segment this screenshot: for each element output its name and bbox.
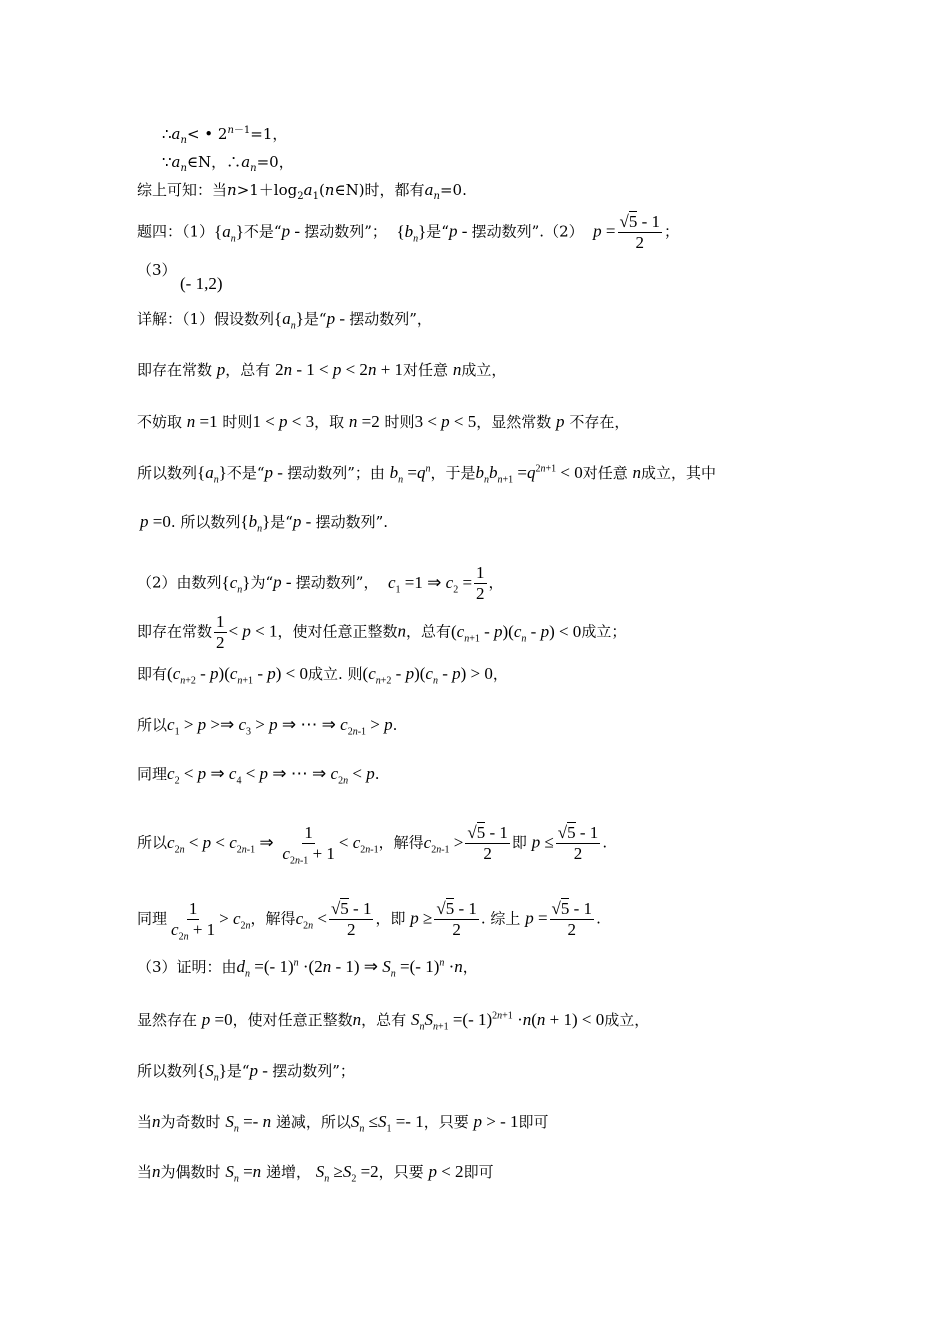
text-line: （2）由数列$\{c_n\}$为“p - 摆动数列”， $c_1 =1$ ⇒ $c_2$ = $\frac{1}{2}$ ， [137,563,504,603]
text-line: 同理$c_2 < p$ ⇒ $c_4 < p$ ⇒ ⋯ ⇒ $c_{2n} < p$. [137,764,380,787]
text: 成立. 则 [307,665,363,683]
text: 所以数列 [137,464,198,482]
text-line: 所以$c_{2n} < p < c_{2n-1}$ ⇒ $\frac{1}{c_{2n-1} + 1}$ < $c_{2n-1}$，解得$c_{2n-1}$ > $\frac{√5 - 1}{2}$ 即 p ≤ $\frac{√5 - 1}{2}$ . [137,823,608,867]
fraction: $\frac{√5 - 1}{2}$ [330,899,372,939]
text: 对任意 [403,361,449,379]
text: 是“ [426,222,449,241]
text-line: 即存在常数 p，总有 2n - 1 < p < 2n + 1对任意 n成立， [137,360,507,379]
text: ，于是 [430,464,476,482]
fraction: $\frac{1}{c_{2n} + 1}$ [171,899,216,943]
text-line: 所以数列$\{S_n\}$是“p - 摆动数列”； [137,1061,355,1084]
text: 所以 [137,716,168,734]
fraction: $\frac{1}{2}$ [476,563,485,603]
text: 为偶数时 [160,1163,221,1181]
text: 为奇数时 [160,1113,221,1131]
text-line: （3）证明：由$d_n$ =(- 1)$^n$ ·(2n - 1) ⇒ $S_n$ =(- 1)$^n$ ·n， [137,957,478,980]
fraction: $\frac{√5 - 1}{2}$ [557,823,599,863]
fraction: $\frac{√5 - 1}{2}$ [551,899,593,939]
text-line: 不妨取 n =1 时则1 < p < 3，取 n =2 时则3 < p < 5，显然常数 p 不存在， [137,412,630,431]
text-line: 即有$(c_{n+2} - p)(c_{n+1} - p) < 0$成立. 则$(c_{n+2} - p)(c_n - p) > 0$， [137,664,508,687]
text-line: 综上可知：当$n>1+\log_2a_1(n\in N)$时，都有$a_n=0$. [137,181,467,202]
text: 递减，所以 [275,1113,351,1131]
text: 显然存在 [137,1011,198,1029]
text-line: 所以$c_1 > p$ >⇒ $c_3 > p$ ⇒ ⋯ ⇒ $c_{2n-1} > p$. [137,715,398,738]
text-line: 显然存在 p =0，使对任意正整数n，总有 $S_nS_{n+1}$ =(- 1)$^{2n+1}$ ·n(n + 1) < 0成立， [137,1010,650,1033]
text: 成立， [461,361,507,379]
text: 时则 [384,413,415,431]
text: ，使对任意正整数 [232,1011,353,1029]
text-line: 详解：（1）假设数列$\{a_n\}$是“p - 摆动数列”， [137,309,432,332]
text: 同理 [137,909,168,928]
fraction: $\frac{√5 - 1}{2}$ [619,212,661,252]
fraction: $\frac{1}{c_{2n-1} + 1}$ [282,823,335,867]
text: 当 [137,1163,153,1181]
text: 摆动数列”； [272,1062,355,1080]
text: 即有 [137,665,168,683]
text: ，总有 [405,622,451,641]
text: 不存在， [569,413,630,431]
text: 成立； [581,622,627,641]
text-line: 即存在常数 $\frac{1}{2}$ < p < 1，使对任意正整数n，总有$(c_{n+1} - p)(c_n - p) < 0$成立； [137,612,627,652]
text: . 综上 [480,909,521,928]
text: ，取 [314,413,345,431]
text: 摆动数列”， [349,310,432,328]
text-line: $\therefore a_n<$ • $2^{n-1}=1$， [162,125,288,146]
text: 成立，其中 [641,464,717,482]
text: 所以 [137,833,168,852]
text: 摆动数列”； [304,222,387,241]
fraction: $\frac{√5 - 1}{2}$ [467,823,508,863]
text: ，使对任意正整数 [277,622,398,641]
text-line: 所以数列$\{a_n\}$不是“p - 摆动数列”；由 $b_n =q^n$，于是$b_nb_{n+1} =q^{2n+1} < 0$对任意 n成立，其中 [137,463,717,486]
text-line: $\because a_n\in N$，$\therefore a_n=0$， [162,153,294,174]
text: 递增， [265,1163,311,1181]
text: ，解得 [378,833,424,852]
text: （3）证明：由 [137,958,237,976]
fraction: $\frac{√5 - 1}{2}$ [436,899,477,939]
text: ，即 [375,909,406,928]
text: 同理 [137,765,168,783]
text: 不妨取 [137,413,183,431]
text: ，总有 [361,1011,407,1029]
text: 摆动数列”；由 [287,464,385,482]
text: ，总有 [225,361,271,379]
text: 为“ [250,573,274,592]
text-line: p =0. 所以数列$\{b_n\}$是“p - 摆动数列”. [140,512,389,535]
text: 是“ [303,310,327,328]
interval: (- 1,2) [180,274,223,293]
text: 不是“ [226,464,265,482]
text: 不是“ [243,222,282,241]
text: 摆动数列”， [295,573,379,592]
answer-line: 题四：$(1)\{a_n\}$不是“p - 摆动数列”； $\{b_n\}$是“p - 摆动数列”.（2） p = $\frac{√5 - 1}{2}$ ； [137,212,680,252]
text-line: 当n为偶数时 $S_n =n$ 递增， $S_n \ge S_2 =2$，只要 p < 2即可 [137,1162,494,1185]
fraction: $\frac{1}{2}$ [216,612,225,652]
text: 即可 [518,1113,549,1131]
text: 详解：（1）假设数列 [137,310,275,328]
label: 题四：（1） [137,222,215,241]
answer-line [137,258,177,282]
text: 摆动数列”.（2） [471,222,584,241]
text: 即可 [463,1163,494,1181]
text: ，只要 [423,1113,469,1131]
text: 是“ [226,1062,250,1080]
text: 所以数列 [137,1062,198,1080]
text-line: 当n为奇数时 $S_n =- n$ 递减，所以$S_n \le S_1 =- 1$，只要 p > - 1即可 [137,1112,549,1135]
text: 即存在常数 [137,361,213,379]
text: 是“ [270,513,293,531]
text: ，解得 [250,909,296,928]
text: . 所以数列 [170,513,241,531]
text: ，显然常数 [476,413,552,431]
text: 成立， [604,1011,650,1029]
text: 对任意 [582,464,628,482]
text: 摆动数列”. [315,513,389,531]
text: 即 [511,833,527,852]
text: 当 [137,1113,153,1131]
text: （2）由数列 [137,573,222,592]
text: ，只要 [378,1163,424,1181]
text: 即存在常数 [137,622,213,641]
label: （3） [137,261,177,279]
text-line: 同理 $\frac{1}{c_{2n} + 1}$ > $c_{2n}$，解得$c_{2n}$ < $\frac{√5 - 1}{2}$ ，即 p ≥ $\frac{√5 - 1}{2}$ . 综上 p = $\frac{√5 - 1}{2}$ . [137,899,601,943]
text: 时则 [222,413,253,431]
